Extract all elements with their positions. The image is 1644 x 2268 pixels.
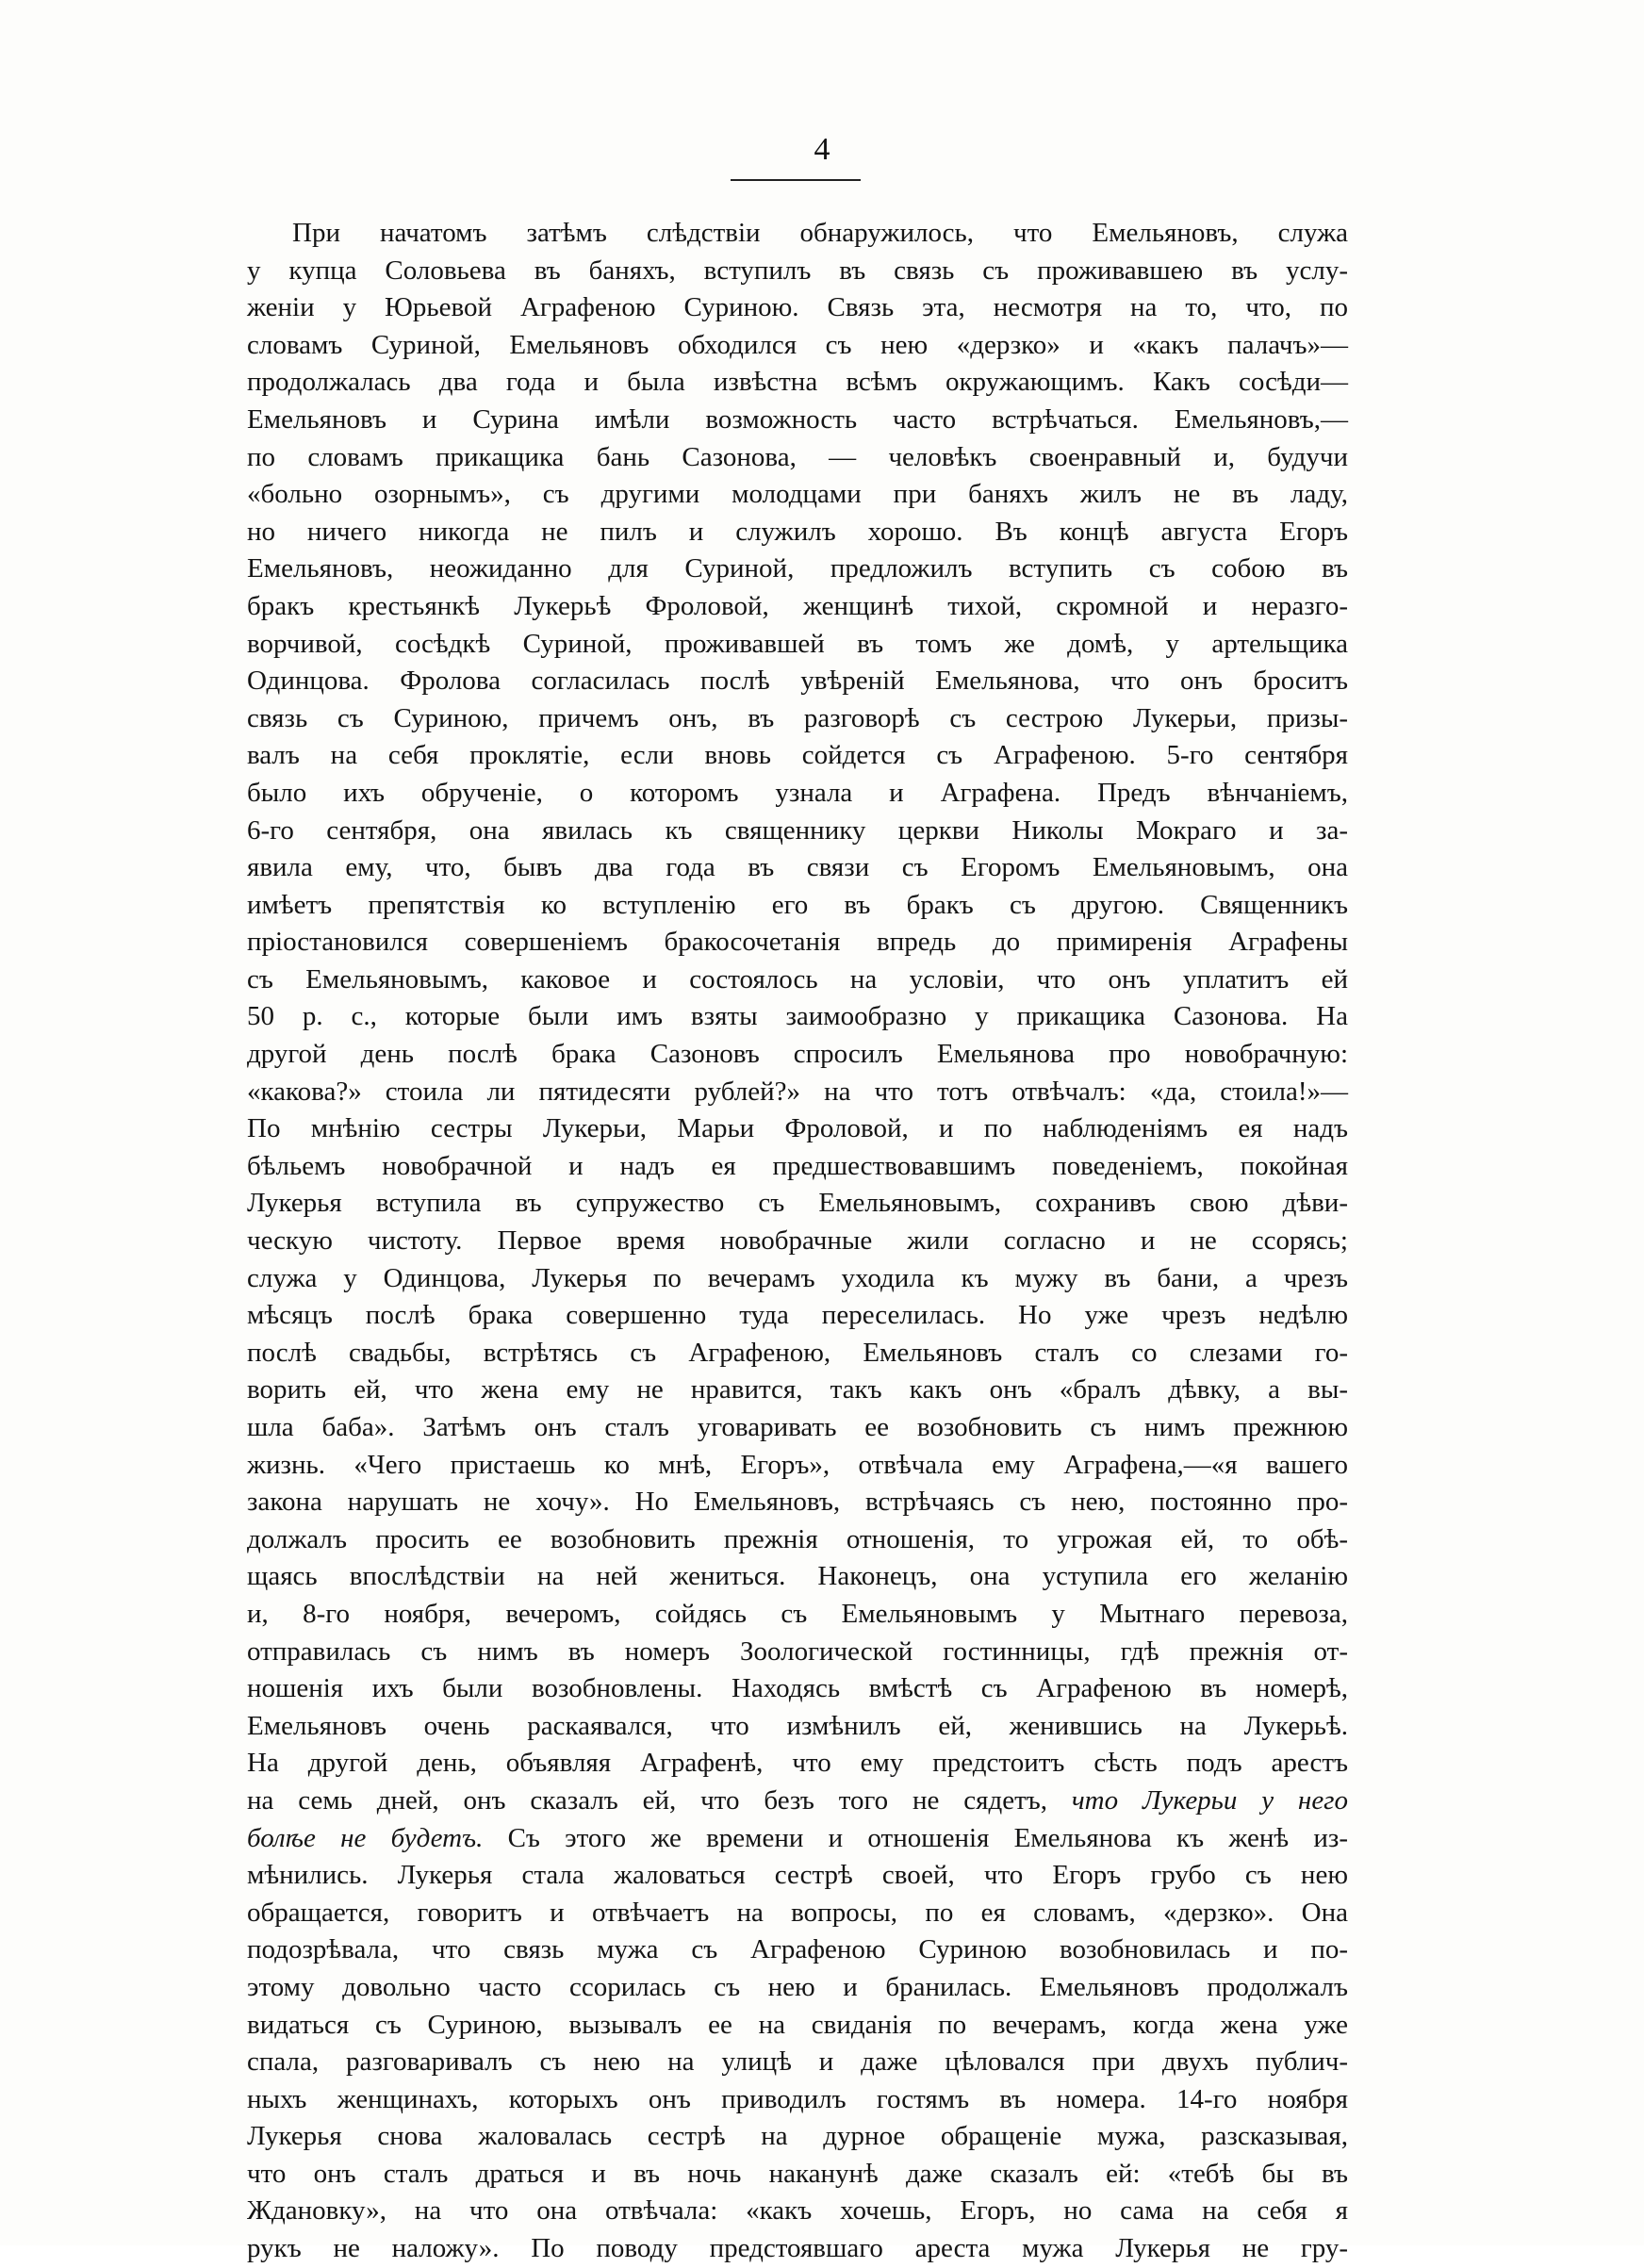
text-line: было ихъ обрученіе, о которомъ узнала и Аграфена. Предъ вѣнчаніемъ, (247, 777, 1348, 808)
text-line: явила ему, что, бывъ два года въ связи съ Егоромъ Емельяновымъ, она (247, 852, 1348, 883)
text-line: этому довольно часто ссорилась съ нею и бранилась. Емельяновъ продолжалъ (247, 1971, 1348, 2002)
text-line: служа у Одинцова, Лукерья по вечерамъ уходила къ мужу въ бани, а чрезъ (247, 1262, 1348, 1293)
text-line: Одинцова. Фролова согласилась послѣ увѣреній Емельянова, что онъ броситъ (247, 666, 1348, 697)
text-line: мѣсяцъ послѣ брака совершенно туда переселилась. Но уже чрезъ недѣлю (247, 1300, 1348, 1331)
text-line: 50 р. с., которые были имъ взяты заимообразно у прикащика Сазонова. На (247, 1001, 1348, 1032)
text-line: жизнь. «Чего пристаешь ко мнѣ, Егоръ», отвѣчала ему Аграфена,—«я вашего (247, 1449, 1348, 1480)
text-line: другой день послѣ брака Сазоновъ спросилъ Емельянова про новобрачную: (247, 1039, 1348, 1070)
text-line: На другой день, объявляя Аграфенѣ, что ему предстоитъ сѣсть подъ арестъ (247, 1748, 1348, 1779)
text-line: щаясь впослѣдствіи на ней жениться. Наконецъ, она уступила его желанію (247, 1561, 1348, 1592)
text-line: послѣ свадьбы, встрѣтясь съ Аграфеною, Емельяновъ сталъ со слезами го- (247, 1337, 1348, 1368)
text-line: По мнѣнію сестры Лукерьи, Марьи Фроловой, и по наблюденіямъ ея надъ (247, 1113, 1348, 1144)
text-line: Емельяновъ очень раскаявался, что измѣнилъ ей, женившись на Лукерьѣ. (247, 1710, 1348, 1741)
text-line: словамъ Суриной, Емельяновъ обходился съ нею «дерзко» и «какъ палачъ»— (247, 329, 1348, 360)
text-line: «больно озорнымъ», съ другими молодцами при баняхъ жилъ не въ ладу, (247, 479, 1348, 510)
text-line: спала, разговаривалъ съ нею на улицѣ и даже цѣловался при двухъ публич- (247, 2046, 1348, 2078)
text-line: обращается, говоритъ и отвѣчаетъ на вопросы, по ея словамъ, «дерзко». Она (247, 1897, 1348, 1928)
text-line: Ждановку», на что она отвѣчала: «какъ хочешь, Егоръ, но сама на себя я (247, 2195, 1348, 2227)
text-line: ворить ей, что жена ему не нравится, такъ какъ онъ «бралъ дѣвку, а вы- (247, 1374, 1348, 1405)
text-line: отправилась съ нимъ въ номеръ Зоологической гостинницы, гдѣ прежнія от- (247, 1635, 1348, 1667)
text-segment: на семь дней, онъ сказалъ ей, что безъ того не сядетъ, (247, 1784, 1047, 1816)
page-number: 4 (814, 132, 830, 167)
italic-segment: болѣе не будетъ. (247, 1822, 484, 1853)
italic-segment: что Лукерьи у него (1071, 1784, 1348, 1816)
text-line: Емельяновъ и Сурина имѣли возможность часто встрѣчаться. Емельяновъ,— (247, 403, 1348, 435)
text-line: видаться съ Суриною, вызывалъ ее на свиданія по вечерамъ, когда жена уже (247, 2009, 1348, 2040)
body-text (247, 215, 1348, 2268)
text-line: 6-го сентября, она явилась къ священнику церкви Николы Мокраго и за- (247, 814, 1348, 846)
text-line: ворчивой, сосѣдкѣ Суриной, проживавшей въ томъ же домѣ, у артельщика (247, 628, 1348, 659)
text-line: ношенія ихъ были возобновлены. Находясь вмѣстѣ съ Аграфеною въ номерѣ, (247, 1673, 1348, 1704)
text-line: пріостановился совершеніемъ бракосочетанія впредь до примиренія Аграфены (247, 927, 1348, 958)
text-line: ныхъ женщинахъ, которыхъ онъ приводилъ гостямъ въ номера. 14-го ноября (247, 2083, 1348, 2114)
text-line: что онъ сталъ драться и въ ночь наканунѣ даже сказалъ ей: «тебѣ бы въ (247, 2158, 1348, 2189)
text-line-mixed (247, 1820, 1348, 1858)
text-line: При начатомъ затѣмъ слѣдствіи обнаружилось, что Емельяновъ, служа (292, 218, 1348, 248)
text-line-mixed (247, 1783, 1348, 1820)
text-line: продолжалась два года и была извѣстна всѣмъ окружающимъ. Какъ сосѣди— (247, 367, 1348, 398)
text-line: связь съ Суриною, причемъ онъ, въ разговорѣ съ сестрою Лукерьи, призы- (247, 702, 1348, 733)
text-line: бракъ крестьянкѣ Лукерьѣ Фроловой, женщинѣ тихой, скромной и неразго- (247, 590, 1348, 621)
text-line: и, 8-го ноября, вечеромъ, сойдясь съ Емельяновымъ у Мытнаго перевоза, (247, 1598, 1348, 1629)
text-line: Лукерья снова жаловалась сестрѣ на дурное обращеніе мужа, разсказывая, (247, 2121, 1348, 2152)
text-line: по словамъ прикащика бань Сазонова, — человѣкъ своенравный и, будучи (247, 441, 1348, 472)
text-line: подозрѣвала, что связь мужа съ Аграфеною Суриною возобновилась и по- (247, 1934, 1348, 1965)
page-number-rule (731, 179, 861, 181)
text-line: съ Емельяновымъ, каковое и состоялось на условіи, что онъ уплатитъ ей (247, 963, 1348, 994)
text-line: у купца Соловьева въ баняхъ, вступилъ въ связь съ проживавшею въ услу- (247, 255, 1348, 286)
text-line: бѣльемъ новобрачной и надъ ея предшествовавшимъ поведеніемъ, покойная (247, 1150, 1348, 1181)
text-line: закона нарушать не хочу». Но Емельяновъ, встрѣчаясь съ нею, постоянно про- (247, 1487, 1348, 1518)
text-line: мѣнились. Лукерья стала жаловаться сестрѣ своей, что Егоръ грубо съ нею (247, 1860, 1348, 1891)
text-line: Емельяновъ, неожиданно для Суриной, предложилъ вступить съ собою въ (247, 553, 1348, 584)
text-line: шла баба». Затѣмъ онъ сталъ уговаривать ее возобновить съ нимъ прежнюю (247, 1412, 1348, 1442)
text-line: ческую чистоту. Первое время новобрачные жили согласно и не ссорясь; (247, 1225, 1348, 1257)
text-segment: Съ этого же времени и отношенія Емельянова къ женѣ из- (507, 1822, 1349, 1853)
text-line: имѣетъ препятствія ко вступленію его въ бракъ съ другою. Священникъ (247, 889, 1348, 920)
text-line: женіи у Юрьевой Аграфеною Суриною. Связь эта, несмотря на то, что, по (247, 292, 1348, 323)
text-line: «какова?» стоила ли пятидесяти рублей?» на что тотъ отвѣчалъ: «да, стоила!»— (247, 1076, 1348, 1107)
text-line: Лукерья вступила въ супружество съ Емельяновымъ, сохранивъ свою дѣви- (247, 1188, 1348, 1219)
text-line: но ничего никогда не пилъ и служилъ хорошо. Въ концѣ августа Егоръ (247, 516, 1348, 547)
text-line: валъ на себя проклятіе, если вновь сойдется съ Аграфеною. 5-го сентября (247, 740, 1348, 771)
text-line: рукъ не наложу». По поводу предстоявшаго ареста мужа Лукерья не гру- (247, 2233, 1348, 2264)
text-line: должалъ просить ее возобновить прежнія отношенія, то угрожая ей, то обѣ- (247, 1523, 1348, 1554)
